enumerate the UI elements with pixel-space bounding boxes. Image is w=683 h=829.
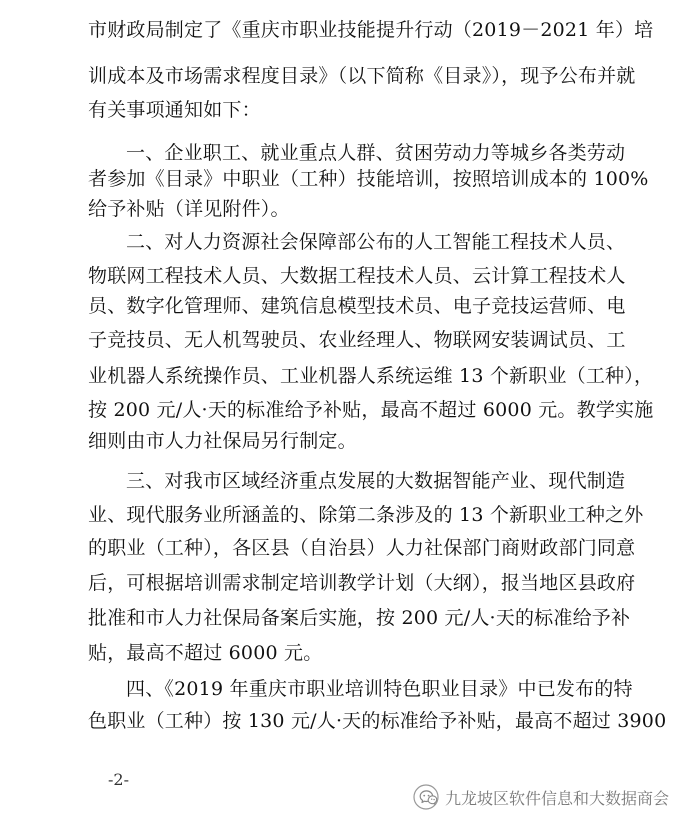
paragraph-line: 业机器人系统操作员、工业机器人系统运维 13 个新职业（工种）， bbox=[88, 365, 654, 387]
paragraph-line: 细则由市人力社保局另行制定。 bbox=[88, 430, 357, 452]
wechat-watermark bbox=[413, 782, 669, 812]
paragraph-line: 的职业（工种），各区县（自治县）人力社保部门商财政部门同意 bbox=[88, 537, 636, 559]
paragraph-line: 市财政局制定了《重庆市职业技能提升行动（2019－2021 年）培 bbox=[88, 19, 654, 41]
paragraph-line: 一、企业职工、就业重点人群、贫困劳动力等城乡各类劳动 bbox=[126, 142, 626, 164]
paragraph-line: 批准和市人力社保局备案后实施，按 200 元/人·天的标准给予补 bbox=[88, 607, 631, 629]
paragraph-line: 二、对人力资源社会保障部公布的人工智能工程技术人员、 bbox=[126, 231, 626, 253]
paragraph-line: 给予补贴（详见附件）。 bbox=[88, 198, 290, 220]
paragraph-line: 业、现代服务业所涵盖的、除第二条涉及的 13 个新职业工种之外 bbox=[88, 504, 644, 526]
paragraph-line: 四、《2019 年重庆市职业培训特色职业目录》中已发布的特 bbox=[126, 678, 633, 700]
wechat-icon bbox=[413, 784, 439, 810]
paragraph-line: 色职业（工种）按 130 元/人·天的标准给予补贴，最高不超过 3900 bbox=[88, 710, 667, 732]
paragraph-line: 按 200 元/人·天的标准给予补贴，最高不超过 6000 元。教学实施 bbox=[88, 399, 654, 421]
watermark-text: 九龙坡区软件信息和大数据商会 bbox=[444, 788, 669, 808]
paragraph-line: 者参加《目录》中职业（工种）技能培训，按照培训成本的 100% bbox=[88, 168, 649, 190]
paragraph-line: 员、数字化管理师、建筑信息模型技术员、电子竞技运营师、电 bbox=[88, 295, 626, 317]
paragraph-line: 子竞技员、无人机驾驶员、农业经理人、物联网安装调试员、工 bbox=[88, 329, 626, 351]
paragraph-line: 贴，最高不超过 6000 元。 bbox=[88, 642, 323, 664]
paragraph-line: 三、对我市区域经济重点发展的大数据智能产业、现代制造 bbox=[126, 470, 626, 492]
paragraph-line: 物联网工程技术人员、大数据工程技术人员、云计算工程技术人 bbox=[88, 265, 626, 287]
paragraph-line: 后，可根据培训需求制定培训教学计划（大纲），报当地区县政府 bbox=[88, 572, 636, 594]
paragraph-line: 有关事项通知如下： bbox=[88, 99, 261, 121]
page-number: -2- bbox=[108, 770, 129, 789]
paragraph-line: 训成本及市场需求程度目录》（以下简称《目录》），现予公布并就 bbox=[88, 65, 636, 87]
